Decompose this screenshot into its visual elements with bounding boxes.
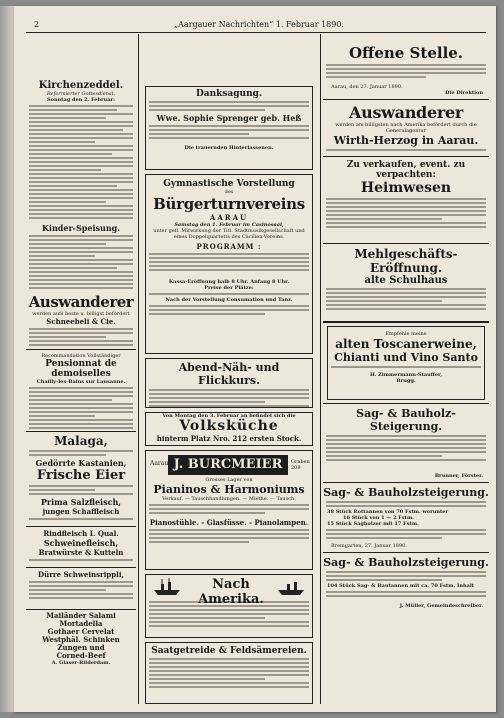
burcmeier-ad [145, 450, 313, 570]
schulhaus-label: alte Schulhaus [364, 275, 448, 286]
toscaner-ad [327, 326, 485, 400]
westphal-label: Westphäl. Schinken [42, 635, 120, 644]
divider [323, 156, 489, 157]
volk-title: Volksküche [179, 418, 279, 434]
wirth-body [323, 147, 489, 153]
abend-kurs-ad [145, 358, 313, 408]
divider [26, 431, 136, 432]
mailaender-label: Mailänder Salami [46, 611, 116, 620]
mehlgeschaeft-body [323, 286, 489, 318]
burc-city: Aarau [150, 460, 169, 467]
divider [323, 403, 489, 404]
kinder-speisung-body [26, 233, 136, 289]
rindfleisch-label: Rindfleisch I. Qual. [43, 529, 119, 538]
divider [26, 349, 136, 350]
mortadella-label: Mortadella [59, 619, 103, 628]
zu-verkaufen-title: Zu verkaufen, event. zu verpachten: [346, 160, 466, 180]
gym-title: Gymnastische Vorstellung [163, 179, 295, 189]
gym-des: des [224, 189, 234, 195]
burc-lager: Grosses Lager von [205, 477, 253, 483]
auswanderer-left-sub: werden aufs beste u. billigst befördert [32, 311, 130, 317]
burc-stock: Pianostühle. - Glasfüsse. - Pianolampen. [149, 518, 309, 527]
malaga-body [26, 448, 136, 458]
divider [323, 321, 489, 323]
kinder-speisung-title: Kinder-Speisung. [41, 223, 121, 233]
right-column [323, 34, 489, 706]
danksagung-foot: Die trauernden Hinterlassenen. [184, 145, 274, 151]
mehlgeschaeft-title: Mehlgeschäfts-Eröffnung. [354, 247, 458, 275]
pensionnat-place: Chailly-les-Bains sur Lausanne. [36, 379, 126, 385]
kirchenzettel-body [26, 103, 136, 221]
schaffleisch-label: jungen Schaffleisch [42, 507, 120, 516]
page-number: 2 [34, 20, 40, 29]
binding-spine [0, 6, 14, 712]
left-signature: A. Glaser-Bilderdam. [51, 660, 111, 666]
heimwesen-body [323, 196, 489, 240]
frische-eier-label: Frische Eier [36, 468, 126, 483]
rippli-body [26, 579, 136, 607]
page-header [34, 20, 464, 32]
sag3-sign: J. Müller, Gemeindeschreiber. [399, 603, 483, 609]
gym-kassa: Kassa-Eröffnung halb 8 Uhr. Anfang 8 Uhr. [168, 279, 290, 285]
burc-name: J. BURCMEIER [168, 455, 288, 475]
schweinefleisch-label: Schweinefleisch, [43, 538, 119, 548]
gym-programm: PROGRAMM : [196, 242, 262, 251]
saatgetreide-ad [145, 642, 313, 704]
gym-foot [146, 303, 312, 321]
sag1-sign: Brunner, Förster. [434, 473, 483, 479]
salzfleisch-label: Prima Salzfleisch, [40, 497, 122, 507]
sag2-line1: 38 Stück Rottannen von 70 Fstm. worunter [327, 509, 449, 515]
offene-stelle-body [323, 62, 489, 84]
gothaer-label: Gothaer Cervelat [47, 627, 115, 636]
divider [26, 526, 136, 527]
wirth-herzog: Wirth-Herzog in Aarau. [333, 134, 479, 147]
kastanien-label: Gedörrte Kastanien, [35, 458, 127, 468]
danksagung-title: Danksagung. [195, 89, 263, 99]
burc-foot [146, 527, 312, 549]
saatgetreide-body [146, 656, 312, 700]
toscaner-body [328, 364, 484, 372]
newspaper-page [14, 6, 496, 712]
sag2-line3: 15 Stück Sagholzer mit 17 Fstm. [327, 521, 419, 527]
sag1-body [323, 433, 489, 473]
volk-place: hinterm Platz Nro. 212 ersten Stock. [156, 434, 302, 443]
ship-icon [152, 578, 182, 596]
gym-city: AARAU [209, 213, 249, 222]
offene-stelle-title: Offene Stelle. [348, 44, 464, 62]
toscaner-city: Brugg. [396, 378, 416, 384]
divider [323, 552, 489, 553]
sag2-line2: 16 Stück von 1 — 2 Fstm. [343, 515, 415, 521]
volk-pre: Von Montag den 3. Februar an befindet sich die [162, 413, 296, 419]
pensionnat-body [26, 385, 136, 429]
middle-column [141, 34, 318, 706]
auswanderer-left-title: Auswanderer [28, 293, 134, 311]
gym-tanz: Nach der Vorstellung Consumation und Tanz. [165, 297, 293, 303]
toscaner-title: alten Toscanerweine, [335, 337, 477, 351]
gym-verein: Bürgerturnvereins [153, 195, 305, 213]
schweinsrippli-label: Dürre Schweinsrippli, [38, 570, 124, 579]
kirchenzettel-subtitle: Reformierter Gottesdienst. [46, 91, 116, 97]
sag3-line: 104 Stück Sag- & Bautannen mit ca. 70 Fstm. Inhalt [327, 583, 475, 589]
toscaner-sign: H. Zimmermann-Stauffer, [369, 372, 443, 378]
offene-stelle-date: Aarau, den 27. Januar 1890. [331, 84, 403, 90]
malaga-title: Malaga, [54, 434, 108, 448]
auswanderer-left-body [26, 326, 136, 346]
auswanderer-right-sub: werden am billigsten nach Amerika befördert durch die Generalagentur [335, 122, 477, 134]
burc-pianos: Pianinos & Harmoniums [153, 483, 305, 496]
ship-icon [276, 578, 306, 596]
sag2-body2 [323, 527, 489, 543]
header-rule [26, 32, 486, 33]
gym-date: Samstag den 1. Februar im Casinosaal, [174, 222, 284, 228]
gym-text: unter gefl. Mitwirkung der Titl. Stadtmusikgesellschaft und eines Doppelquartetts des Cäcilien-Vereins. [153, 228, 305, 240]
metzger-body [26, 557, 136, 565]
danksagung-body [146, 99, 312, 113]
pensionnat-pre: Recommandation Vollständiger [41, 353, 121, 359]
gym-preise: Preise der Plätze: [204, 285, 254, 291]
left-column [26, 34, 136, 706]
sag3-title: Sag- & Bauholzsteigerung. [323, 556, 489, 569]
sag3-body2 [323, 589, 489, 603]
eier-body [26, 483, 136, 497]
gym-program-list [146, 251, 312, 279]
burc-body [146, 502, 312, 518]
danksagung-ad [145, 86, 313, 170]
sag1-title: Sag- & Bauholz-Steigerung. [356, 407, 456, 433]
danksagung-body2 [146, 123, 312, 145]
page-title: „Aargauer Nachrichten“ 1. Februar 1890. [174, 20, 344, 29]
bratwurste-label: Bratwürste & Kutteln [38, 548, 124, 557]
abend-kurs-title: Abend-Näh- und Flickkurs. [178, 361, 280, 387]
offene-stelle-sign: Die Direktion [445, 90, 483, 96]
amerika-ad [145, 574, 313, 638]
danksagung-name: Wwe. Sophie Sprenger geb. Heß [156, 113, 302, 123]
amerika-title: Nach Amerika. [198, 577, 264, 607]
auswanderer-right-title: Auswanderer [349, 103, 463, 122]
corned-label: Corned-Beef [56, 651, 106, 660]
chianti-title: Chianti und Vino Santo [334, 351, 478, 364]
volkskueche-ad [145, 412, 313, 446]
zungen-label: Zungen und [57, 643, 105, 652]
kirchenzettel-day: Sonntag den 2. Februar: [47, 97, 115, 103]
sag3-body [323, 569, 489, 583]
burc-sub: Verkauf. — Tauschhandlungen. — Miethe. — Tausch. [162, 496, 296, 502]
sag2-sign: Bremgarten, 27. Januar 1890. [331, 543, 407, 549]
toscaner-empfehle: Empfehle meine [385, 331, 427, 337]
sag2-body [323, 499, 489, 509]
fleisch-body [26, 516, 136, 524]
kirchenzettel-title: Kirchenzeddel. [38, 80, 124, 91]
divider [26, 609, 136, 610]
heimwesen-title: Heimwesen [360, 180, 452, 196]
column-divider-left [138, 34, 139, 704]
divider [323, 99, 489, 100]
divider [323, 482, 489, 483]
divider [26, 567, 136, 568]
saatgetreide-title: Saatgetreide & Feldsämereien. [151, 646, 307, 656]
pensionnat-title: Pensionnat de demoiselles [45, 359, 117, 379]
column-divider-right [320, 34, 321, 704]
abend-kurs-body [146, 387, 312, 408]
divider [323, 243, 489, 244]
auswanderer-left-firm: Schneebeli & Cie. [46, 317, 116, 326]
burc-street: Graben 209 [291, 459, 310, 471]
gymnastik-ad [145, 174, 313, 354]
sag2-title: Sag- & Bauholzsteigerung. [323, 486, 489, 499]
